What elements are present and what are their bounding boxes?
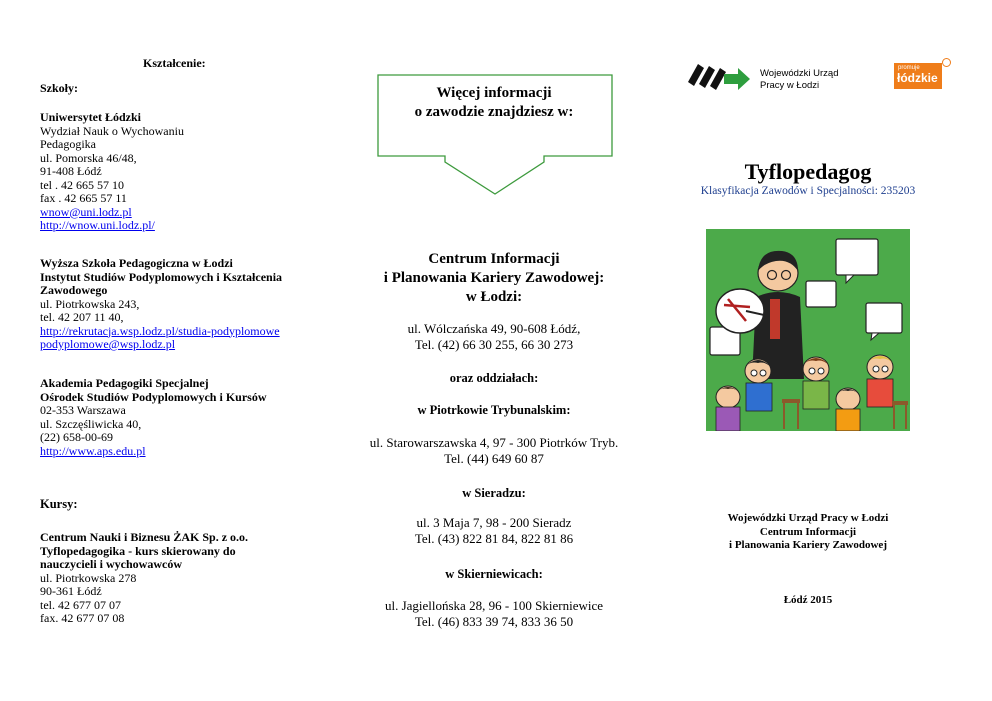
school-website-link[interactable]: http://wnow.uni.lodz.pl/ (40, 218, 155, 232)
school-unit: Zawodowego (40, 283, 108, 297)
schools-label: Szkoły: (40, 81, 79, 95)
school-entry (40, 377, 266, 458)
school-website-link[interactable]: http://rekrutacja.wsp.lodz.pl/studia-podyplomowe (40, 323, 280, 338)
page-title: Tyflopedagog (744, 159, 872, 184)
wup-logo-icon (686, 60, 752, 92)
course-line: 90-361 Łódź (40, 584, 102, 598)
address-line: Tel. (43) 822 81 84, 822 81 86 (414, 531, 574, 546)
center-address (355, 321, 633, 353)
course-line: ul. Piotrkowska 278 (40, 570, 137, 585)
footer-org-line: Wojewódzki Urząd Pracy w Łodzi (727, 512, 889, 524)
center-title-line: Centrum Informacji (428, 251, 560, 267)
school-email-link[interactable]: podyplomowe@wsp.lodz.pl (40, 337, 176, 351)
course-title: nauczycieli i wychowawców (40, 557, 182, 571)
school-name: Uniwersytet Łódzki (40, 110, 141, 124)
branch-address (355, 435, 633, 467)
logo-big-text: łódzkie (897, 71, 938, 85)
arrow-text-line: Więcej informacji (436, 85, 552, 101)
branch-address (355, 515, 633, 547)
school-line: ul. Piotrkowska 243, (40, 296, 140, 311)
branch-name: w Skierniewicach: (445, 567, 543, 581)
logo-small-text: promuje (898, 65, 920, 71)
course-line: fax. 42 677 07 08 (40, 611, 125, 625)
school-line: 02-353 Warszawa (40, 403, 126, 417)
address-line: Tel. (44) 649 60 87 (444, 451, 544, 466)
course-entry (40, 531, 248, 626)
school-line: fax . 42 665 57 11 (40, 191, 127, 205)
course-provider: Centrum Nauki i Biznesu ŻAK Sp. z o.o. (40, 530, 249, 544)
courses-label: Kursy: (40, 497, 78, 511)
school-entry (40, 257, 282, 352)
wup-logo-line: Wojewódzki Urząd (760, 68, 839, 79)
school-line: tel. 42 207 11 40, (40, 310, 124, 324)
branch-name: w Sieradzu: (462, 486, 526, 500)
school-line: Wydział Nauk o Wychowaniu (40, 123, 184, 138)
address-line: ul. Jagiellońska 28, 96 - 100 Skierniewice (384, 598, 604, 613)
classification-code: Klasyfikacja Zawodów i Specjalności: 235203 (700, 185, 916, 197)
address-line: Tel. (42) 66 30 255, 66 30 273 (414, 337, 574, 352)
address-line: ul. Wólczańska 49, 90-608 Łódź, (407, 321, 581, 336)
school-line: Pedagogika (40, 137, 96, 151)
registered-mark-icon (942, 58, 951, 67)
arrow-text (355, 84, 633, 122)
branch-address (355, 598, 633, 630)
address-line: ul. 3 Maja 7, 98 - 200 Sieradz (416, 515, 572, 530)
school-name: Wyższa Szkoła Pedagogiczna w Łodzi (40, 256, 233, 270)
school-unit: Instytut Studiów Podyplomowych i Kształcenia (40, 269, 283, 284)
center-title (355, 250, 633, 307)
school-email-link[interactable]: wnow@uni.lodz.pl (40, 204, 132, 219)
wup-logo-line: Pracy w Łodzi (760, 80, 820, 91)
school-name: Akademia Pedagogiki Specjalnej (40, 376, 209, 390)
branch-name: w Piotrkowie Trybunalskim: (417, 403, 571, 417)
arrow-text-line: o zawodzie znajdziesz w: (414, 104, 574, 120)
school-line: ul. Szczęśliwicka 40, (40, 416, 142, 431)
address-line: Tel. (46) 833 39 74, 833 36 50 (414, 614, 574, 629)
school-line: tel . 42 665 57 10 (40, 177, 124, 192)
promuje-lodzkie-logo (894, 63, 942, 89)
branches-label: oraz oddziałach: (449, 371, 539, 385)
school-website-link[interactable]: http://www.aps.edu.pl (40, 443, 146, 458)
footer-org-line: i Planowania Kariery Zawodowej (729, 539, 887, 551)
center-title-line: i Planowania Kariery Zawodowej: (383, 270, 605, 286)
footer-org-line: Centrum Informacji (759, 525, 857, 538)
teacher-classroom-illustration (706, 229, 910, 431)
school-unit: Ośrodek Studiów Podyplomowych i Kursów (40, 389, 267, 404)
address-line: ul. Starowarszawska 4, 97 - 300 Piotrków Tryb. (369, 435, 619, 450)
center-title-line: w Łodzi: (465, 289, 523, 305)
school-line: (22) 658-00-69 (40, 430, 113, 444)
school-entry (40, 111, 184, 233)
wup-logo-text (760, 68, 839, 92)
footer-organization (676, 512, 940, 553)
school-line: 91-408 Łódź (40, 164, 102, 178)
school-line: ul. Pomorska 46/48, (40, 150, 137, 165)
course-line: tel. 42 677 07 07 (40, 597, 121, 612)
course-title: Tyflopedagogika - kurs skierowany do (40, 543, 236, 558)
place-year: Łódź 2015 (783, 594, 833, 606)
education-heading: Kształcenie: (143, 56, 206, 70)
